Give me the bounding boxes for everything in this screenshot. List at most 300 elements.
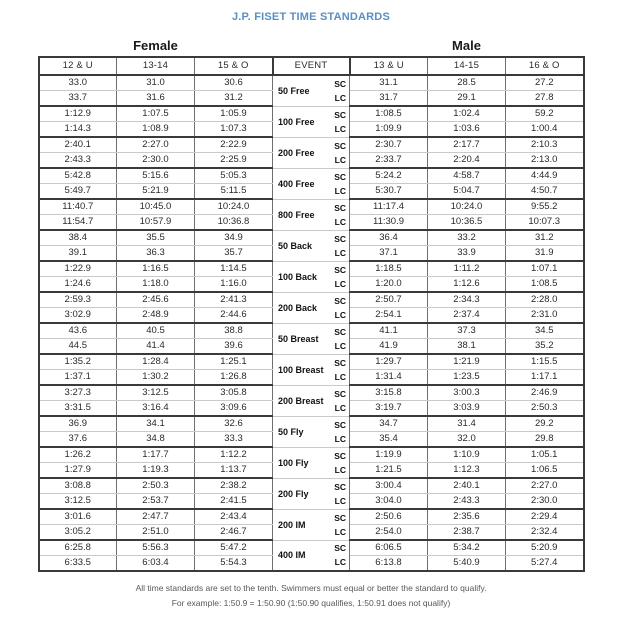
table-row <box>39 199 584 215</box>
col-header-female-15o: 15 & O <box>195 57 273 75</box>
time-cell: 2:28.0 <box>506 292 584 308</box>
column-header-row <box>39 57 584 75</box>
table-row <box>39 75 584 91</box>
time-cell: 35.7 <box>195 246 273 262</box>
time-cell: 9:55.2 <box>506 199 584 215</box>
page-title: J.P. FISET TIME STANDARDS <box>231 11 390 23</box>
time-cell: 41.1 <box>350 323 428 339</box>
course-tags <box>334 325 346 353</box>
course-tag-sc: SC <box>334 512 346 523</box>
table-row <box>39 354 584 370</box>
time-cell: 1:10.9 <box>428 447 506 463</box>
time-cell: 1:12.2 <box>195 447 273 463</box>
time-cell: 6:03.4 <box>117 556 195 572</box>
course-tag-sc: SC <box>334 171 346 182</box>
event-label: 100 Fly <box>278 457 309 468</box>
course-tag-lc: LC <box>334 185 346 196</box>
time-cell: 2:44.6 <box>195 308 273 324</box>
footnotes <box>0 581 622 611</box>
time-cell: 1:05.1 <box>506 447 584 463</box>
event-label: 100 Breast <box>278 364 324 375</box>
col-header-male-1415: 14-15 <box>428 57 506 75</box>
time-cell: 1:18.0 <box>117 277 195 293</box>
time-cell: 5:49.7 <box>39 184 117 200</box>
time-cell: 2:50.6 <box>350 509 428 525</box>
time-cell: 2:41.5 <box>195 494 273 510</box>
time-cell: 3:09.6 <box>195 401 273 417</box>
time-cell: 5:05.3 <box>195 168 273 184</box>
time-cell: 35.5 <box>117 230 195 246</box>
time-cell: 2:10.3 <box>506 137 584 153</box>
time-cell: 1:26.2 <box>39 447 117 463</box>
time-cell: 5:15.6 <box>117 168 195 184</box>
time-cell: 1:12.6 <box>428 277 506 293</box>
event-cell <box>273 137 350 168</box>
time-cell: 1:17.7 <box>117 447 195 463</box>
event-label: 800 Free <box>278 209 315 220</box>
time-cell: 2:43.3 <box>428 494 506 510</box>
event-label: 200 IM <box>278 519 306 530</box>
course-tags <box>334 139 346 167</box>
time-cell: 5:42.8 <box>39 168 117 184</box>
event-cell <box>273 168 350 199</box>
course-tag-lc: LC <box>334 557 346 568</box>
course-tag-lc: LC <box>334 216 346 227</box>
time-cell: 31.7 <box>350 91 428 107</box>
table-row <box>39 540 584 556</box>
time-cell: 10:36.8 <box>195 215 273 231</box>
col-header-event: EVENT <box>273 57 350 75</box>
table-row <box>39 106 584 122</box>
time-cell: 3:04.0 <box>350 494 428 510</box>
time-cell: 1:37.1 <box>39 370 117 386</box>
time-cell: 3:31.5 <box>39 401 117 417</box>
time-cell: 33.3 <box>195 432 273 448</box>
time-cell: 2:40.1 <box>428 478 506 494</box>
time-cell: 1:07.1 <box>506 261 584 277</box>
time-cell: 39.1 <box>39 246 117 262</box>
time-cell: 5:56.3 <box>117 540 195 556</box>
time-cell: 2:50.3 <box>506 401 584 417</box>
course-tag-sc: SC <box>334 78 346 89</box>
course-tags <box>334 201 346 229</box>
time-cell: 30.6 <box>195 75 273 91</box>
table-row <box>39 137 584 153</box>
time-cell: 1:09.9 <box>350 122 428 138</box>
time-cell: 2:47.7 <box>117 509 195 525</box>
time-cell: 1:08.5 <box>506 277 584 293</box>
time-cell: 1:14.5 <box>195 261 273 277</box>
time-cell: 2:46.7 <box>195 525 273 541</box>
time-cell: 2:27.0 <box>117 137 195 153</box>
time-cell: 37.6 <box>39 432 117 448</box>
course-tags <box>334 511 346 539</box>
table-row <box>39 323 584 339</box>
time-cell: 1:26.8 <box>195 370 273 386</box>
course-tag-sc: SC <box>334 109 346 120</box>
time-cell: 3:15.8 <box>350 385 428 401</box>
time-cell: 31.6 <box>117 91 195 107</box>
course-tags <box>334 170 346 198</box>
event-cell <box>273 509 350 540</box>
event-cell <box>273 447 350 478</box>
time-cell: 2:30.0 <box>506 494 584 510</box>
course-tags <box>334 232 346 260</box>
footnote-line-2: For example: 1:50.9 = 1:50.90 (1:50.90 qualifies, 1:50.91 does not qualify) <box>171 598 451 608</box>
time-cell: 3:02.9 <box>39 308 117 324</box>
time-cell: 11:30.9 <box>350 215 428 231</box>
time-cell: 39.6 <box>195 339 273 355</box>
time-cell: 2:33.7 <box>350 153 428 169</box>
time-cell: 2:54.1 <box>350 308 428 324</box>
event-cell <box>273 416 350 447</box>
time-cell: 34.8 <box>117 432 195 448</box>
time-cell: 3:12.5 <box>39 494 117 510</box>
course-tags <box>334 263 346 291</box>
time-cell: 1:11.2 <box>428 261 506 277</box>
time-cell: 38.4 <box>39 230 117 246</box>
time-cell: 2:20.4 <box>428 153 506 169</box>
course-tag-lc: LC <box>334 495 346 506</box>
event-cell <box>273 106 350 137</box>
time-cell: 1:18.5 <box>350 261 428 277</box>
time-cell: 1:00.4 <box>506 122 584 138</box>
time-cell: 2:30.7 <box>350 137 428 153</box>
time-cell: 2:17.7 <box>428 137 506 153</box>
time-cell: 1:12.9 <box>39 106 117 122</box>
col-header-female-12u: 12 & U <box>39 57 117 75</box>
time-cell: 34.9 <box>195 230 273 246</box>
event-label: 400 IM <box>278 550 306 561</box>
time-cell: 35.4 <box>350 432 428 448</box>
course-tags <box>334 418 346 446</box>
time-cell: 36.4 <box>350 230 428 246</box>
time-cell: 59.2 <box>506 106 584 122</box>
time-cell: 1:30.2 <box>117 370 195 386</box>
time-cell: 29.1 <box>428 91 506 107</box>
time-cell: 3:08.8 <box>39 478 117 494</box>
time-cell: 2:43.4 <box>195 509 273 525</box>
time-cell: 4:44.9 <box>506 168 584 184</box>
time-cell: 2:59.3 <box>39 292 117 308</box>
time-cell: 5:24.2 <box>350 168 428 184</box>
time-cell: 1:20.0 <box>350 277 428 293</box>
time-cell: 5:30.7 <box>350 184 428 200</box>
time-cell: 1:27.9 <box>39 463 117 479</box>
col-header-male-13u: 13 & U <box>350 57 428 75</box>
time-cell: 1:14.3 <box>39 122 117 138</box>
time-cell: 2:22.9 <box>195 137 273 153</box>
course-tag-sc: SC <box>334 419 346 430</box>
event-label: 50 Back <box>278 240 313 251</box>
time-cell: 1:05.9 <box>195 106 273 122</box>
time-cell: 2:53.7 <box>117 494 195 510</box>
time-cell: 1:28.4 <box>117 354 195 370</box>
time-cell: 1:06.5 <box>506 463 584 479</box>
event-cell <box>273 75 350 106</box>
time-cell: 33.0 <box>39 75 117 91</box>
course-tag-lc: LC <box>334 402 346 413</box>
time-cell: 11:54.7 <box>39 215 117 231</box>
time-cell: 10:24.0 <box>195 199 273 215</box>
table-row <box>39 478 584 494</box>
time-cell: 34.7 <box>350 416 428 432</box>
course-tag-sc: SC <box>334 202 346 213</box>
time-cell: 2:50.3 <box>117 478 195 494</box>
time-cell: 6:06.5 <box>350 540 428 556</box>
time-cell: 38.1 <box>428 339 506 355</box>
event-cell <box>273 261 350 292</box>
table-header <box>39 57 584 75</box>
time-cell: 1:08.5 <box>350 106 428 122</box>
course-tag-sc: SC <box>334 140 346 151</box>
course-tag-sc: SC <box>334 295 346 306</box>
time-cell: 2:30.0 <box>117 153 195 169</box>
time-cell: 11:17.4 <box>350 199 428 215</box>
time-cell: 4:58.7 <box>428 168 506 184</box>
time-cell: 1:07.3 <box>195 122 273 138</box>
course-tags <box>334 387 346 415</box>
time-cell: 3:27.3 <box>39 385 117 401</box>
event-label: 50 Fly <box>278 426 304 437</box>
time-cell: 3:01.6 <box>39 509 117 525</box>
table-row <box>39 447 584 463</box>
course-tag-lc: LC <box>334 371 346 382</box>
time-cell: 10:07.3 <box>506 215 584 231</box>
time-cell: 31.9 <box>506 246 584 262</box>
time-cell: 2:51.0 <box>117 525 195 541</box>
course-tag-sc: SC <box>334 481 346 492</box>
time-cell: 31.4 <box>428 416 506 432</box>
course-tags <box>334 541 346 569</box>
time-cell: 2:35.6 <box>428 509 506 525</box>
gender-header-female: Female <box>133 38 178 53</box>
time-cell: 3:12.5 <box>117 385 195 401</box>
time-cell: 29.2 <box>506 416 584 432</box>
table-row <box>39 261 584 277</box>
course-tag-sc: SC <box>334 543 346 554</box>
course-tag-lc: LC <box>334 433 346 444</box>
time-cell: 43.6 <box>39 323 117 339</box>
time-standards-table <box>38 56 585 572</box>
time-cell: 1:19.3 <box>117 463 195 479</box>
time-cell: 34.1 <box>117 416 195 432</box>
time-cell: 10:45.0 <box>117 199 195 215</box>
table-body <box>39 75 584 571</box>
time-cell: 5:54.3 <box>195 556 273 572</box>
time-cell: 41.4 <box>117 339 195 355</box>
time-cell: 2:31.0 <box>506 308 584 324</box>
event-cell <box>273 540 350 571</box>
course-tag-lc: LC <box>334 278 346 289</box>
time-cell: 5:34.2 <box>428 540 506 556</box>
time-cell: 5:21.9 <box>117 184 195 200</box>
time-cell: 2:41.3 <box>195 292 273 308</box>
time-cell: 5:40.9 <box>428 556 506 572</box>
event-label: 200 Back <box>278 302 318 313</box>
time-cell: 31.1 <box>350 75 428 91</box>
gender-header-male: Male <box>452 38 481 53</box>
time-cell: 1:31.4 <box>350 370 428 386</box>
event-cell <box>273 230 350 261</box>
time-cell: 2:38.2 <box>195 478 273 494</box>
time-cell: 5:27.4 <box>506 556 584 572</box>
event-label: 100 Back <box>278 271 318 282</box>
course-tag-lc: LC <box>334 247 346 258</box>
time-cell: 6:13.8 <box>350 556 428 572</box>
time-cell: 2:46.9 <box>506 385 584 401</box>
time-cell: 5:20.9 <box>506 540 584 556</box>
time-cell: 2:25.9 <box>195 153 273 169</box>
time-cell: 28.5 <box>428 75 506 91</box>
time-cell: 3:00.3 <box>428 385 506 401</box>
course-tag-sc: SC <box>334 264 346 275</box>
event-label: 200 Fly <box>278 488 309 499</box>
table-row <box>39 416 584 432</box>
time-cell: 2:37.4 <box>428 308 506 324</box>
event-label: 200 Free <box>278 147 315 158</box>
course-tag-lc: LC <box>334 464 346 475</box>
time-cell: 38.8 <box>195 323 273 339</box>
time-cell: 1:35.2 <box>39 354 117 370</box>
time-cell: 1:24.6 <box>39 277 117 293</box>
time-cell: 37.1 <box>350 246 428 262</box>
course-tag-sc: SC <box>334 326 346 337</box>
time-cell: 40.5 <box>117 323 195 339</box>
time-cell: 35.2 <box>506 339 584 355</box>
footnote-line-1: All time standards are set to the tenth. Swimmers must equal or better the standard to qualify. <box>135 583 487 593</box>
time-cell: 27.2 <box>506 75 584 91</box>
time-cell: 5:11.5 <box>195 184 273 200</box>
time-cell: 2:13.0 <box>506 153 584 169</box>
time-cell: 1:08.9 <box>117 122 195 138</box>
time-cell: 2:50.7 <box>350 292 428 308</box>
course-tag-sc: SC <box>334 450 346 461</box>
time-cell: 1:19.9 <box>350 447 428 463</box>
course-tag-lc: LC <box>334 123 346 134</box>
time-cell: 5:47.2 <box>195 540 273 556</box>
time-cell: 33.2 <box>428 230 506 246</box>
course-tag-sc: SC <box>334 388 346 399</box>
time-cell: 1:07.5 <box>117 106 195 122</box>
time-cell: 37.3 <box>428 323 506 339</box>
time-cell: 44.5 <box>39 339 117 355</box>
event-cell <box>273 354 350 385</box>
time-cell: 31.2 <box>195 91 273 107</box>
time-cell: 3:05.2 <box>39 525 117 541</box>
time-cell: 1:22.9 <box>39 261 117 277</box>
course-tags <box>334 108 346 136</box>
time-cell: 3:00.4 <box>350 478 428 494</box>
time-cell: 2:38.7 <box>428 525 506 541</box>
time-cell: 10:36.5 <box>428 215 506 231</box>
time-cell: 10:24.0 <box>428 199 506 215</box>
time-cell: 1:02.4 <box>428 106 506 122</box>
time-cell: 32.0 <box>428 432 506 448</box>
time-cell: 34.5 <box>506 323 584 339</box>
time-cell: 1:29.7 <box>350 354 428 370</box>
event-label: 200 Breast <box>278 395 324 406</box>
course-tags <box>334 294 346 322</box>
time-cell: 1:15.5 <box>506 354 584 370</box>
course-tag-sc: SC <box>334 233 346 244</box>
time-cell: 2:27.0 <box>506 478 584 494</box>
time-cell: 4:50.7 <box>506 184 584 200</box>
time-cell: 2:40.1 <box>39 137 117 153</box>
course-tag-lc: LC <box>334 340 346 351</box>
gender-header-band <box>39 38 584 54</box>
time-cell: 2:48.9 <box>117 308 195 324</box>
event-cell <box>273 385 350 416</box>
time-cell: 1:16.0 <box>195 277 273 293</box>
time-cell: 41.9 <box>350 339 428 355</box>
event-label: 400 Free <box>278 178 315 189</box>
course-tags <box>334 356 346 384</box>
time-cell: 32.6 <box>195 416 273 432</box>
event-cell <box>273 323 350 354</box>
event-cell <box>273 478 350 509</box>
time-cell: 2:43.3 <box>39 153 117 169</box>
time-cell: 1:13.7 <box>195 463 273 479</box>
time-cell: 2:45.6 <box>117 292 195 308</box>
time-cell: 11:40.7 <box>39 199 117 215</box>
time-cell: 6:25.8 <box>39 540 117 556</box>
course-tags <box>334 77 346 105</box>
course-tag-lc: LC <box>334 526 346 537</box>
col-header-male-16o: 16 & O <box>506 57 584 75</box>
time-cell: 27.8 <box>506 91 584 107</box>
time-cell: 31.2 <box>506 230 584 246</box>
time-cell: 29.8 <box>506 432 584 448</box>
time-cell: 3:05.8 <box>195 385 273 401</box>
time-cell: 36.9 <box>39 416 117 432</box>
time-cell: 1:03.6 <box>428 122 506 138</box>
time-cell: 2:29.4 <box>506 509 584 525</box>
course-tag-sc: SC <box>334 357 346 368</box>
gender-header-spacer <box>273 38 350 54</box>
event-cell <box>273 199 350 230</box>
time-cell: 1:17.1 <box>506 370 584 386</box>
time-cell: 1:16.5 <box>117 261 195 277</box>
time-cell: 2:54.0 <box>350 525 428 541</box>
table-row <box>39 509 584 525</box>
time-cell: 3:03.9 <box>428 401 506 417</box>
time-cell: 10:57.9 <box>117 215 195 231</box>
course-tags <box>334 449 346 477</box>
time-cell: 1:25.1 <box>195 354 273 370</box>
time-cell: 2:32.4 <box>506 525 584 541</box>
time-cell: 1:21.9 <box>428 354 506 370</box>
course-tag-lc: LC <box>334 154 346 165</box>
time-cell: 1:12.3 <box>428 463 506 479</box>
time-cell: 3:19.7 <box>350 401 428 417</box>
time-cell: 33.9 <box>428 246 506 262</box>
time-cell: 3:16.4 <box>117 401 195 417</box>
course-tags <box>334 480 346 508</box>
course-tag-lc: LC <box>334 92 346 103</box>
time-cell: 33.7 <box>39 91 117 107</box>
event-label: 50 Free <box>278 85 310 96</box>
table-row <box>39 292 584 308</box>
time-cell: 1:23.5 <box>428 370 506 386</box>
table-row <box>39 230 584 246</box>
event-label: 100 Free <box>278 116 315 127</box>
course-tag-lc: LC <box>334 309 346 320</box>
time-cell: 36.3 <box>117 246 195 262</box>
time-cell: 31.0 <box>117 75 195 91</box>
event-cell <box>273 292 350 323</box>
event-label: 50 Breast <box>278 333 319 344</box>
